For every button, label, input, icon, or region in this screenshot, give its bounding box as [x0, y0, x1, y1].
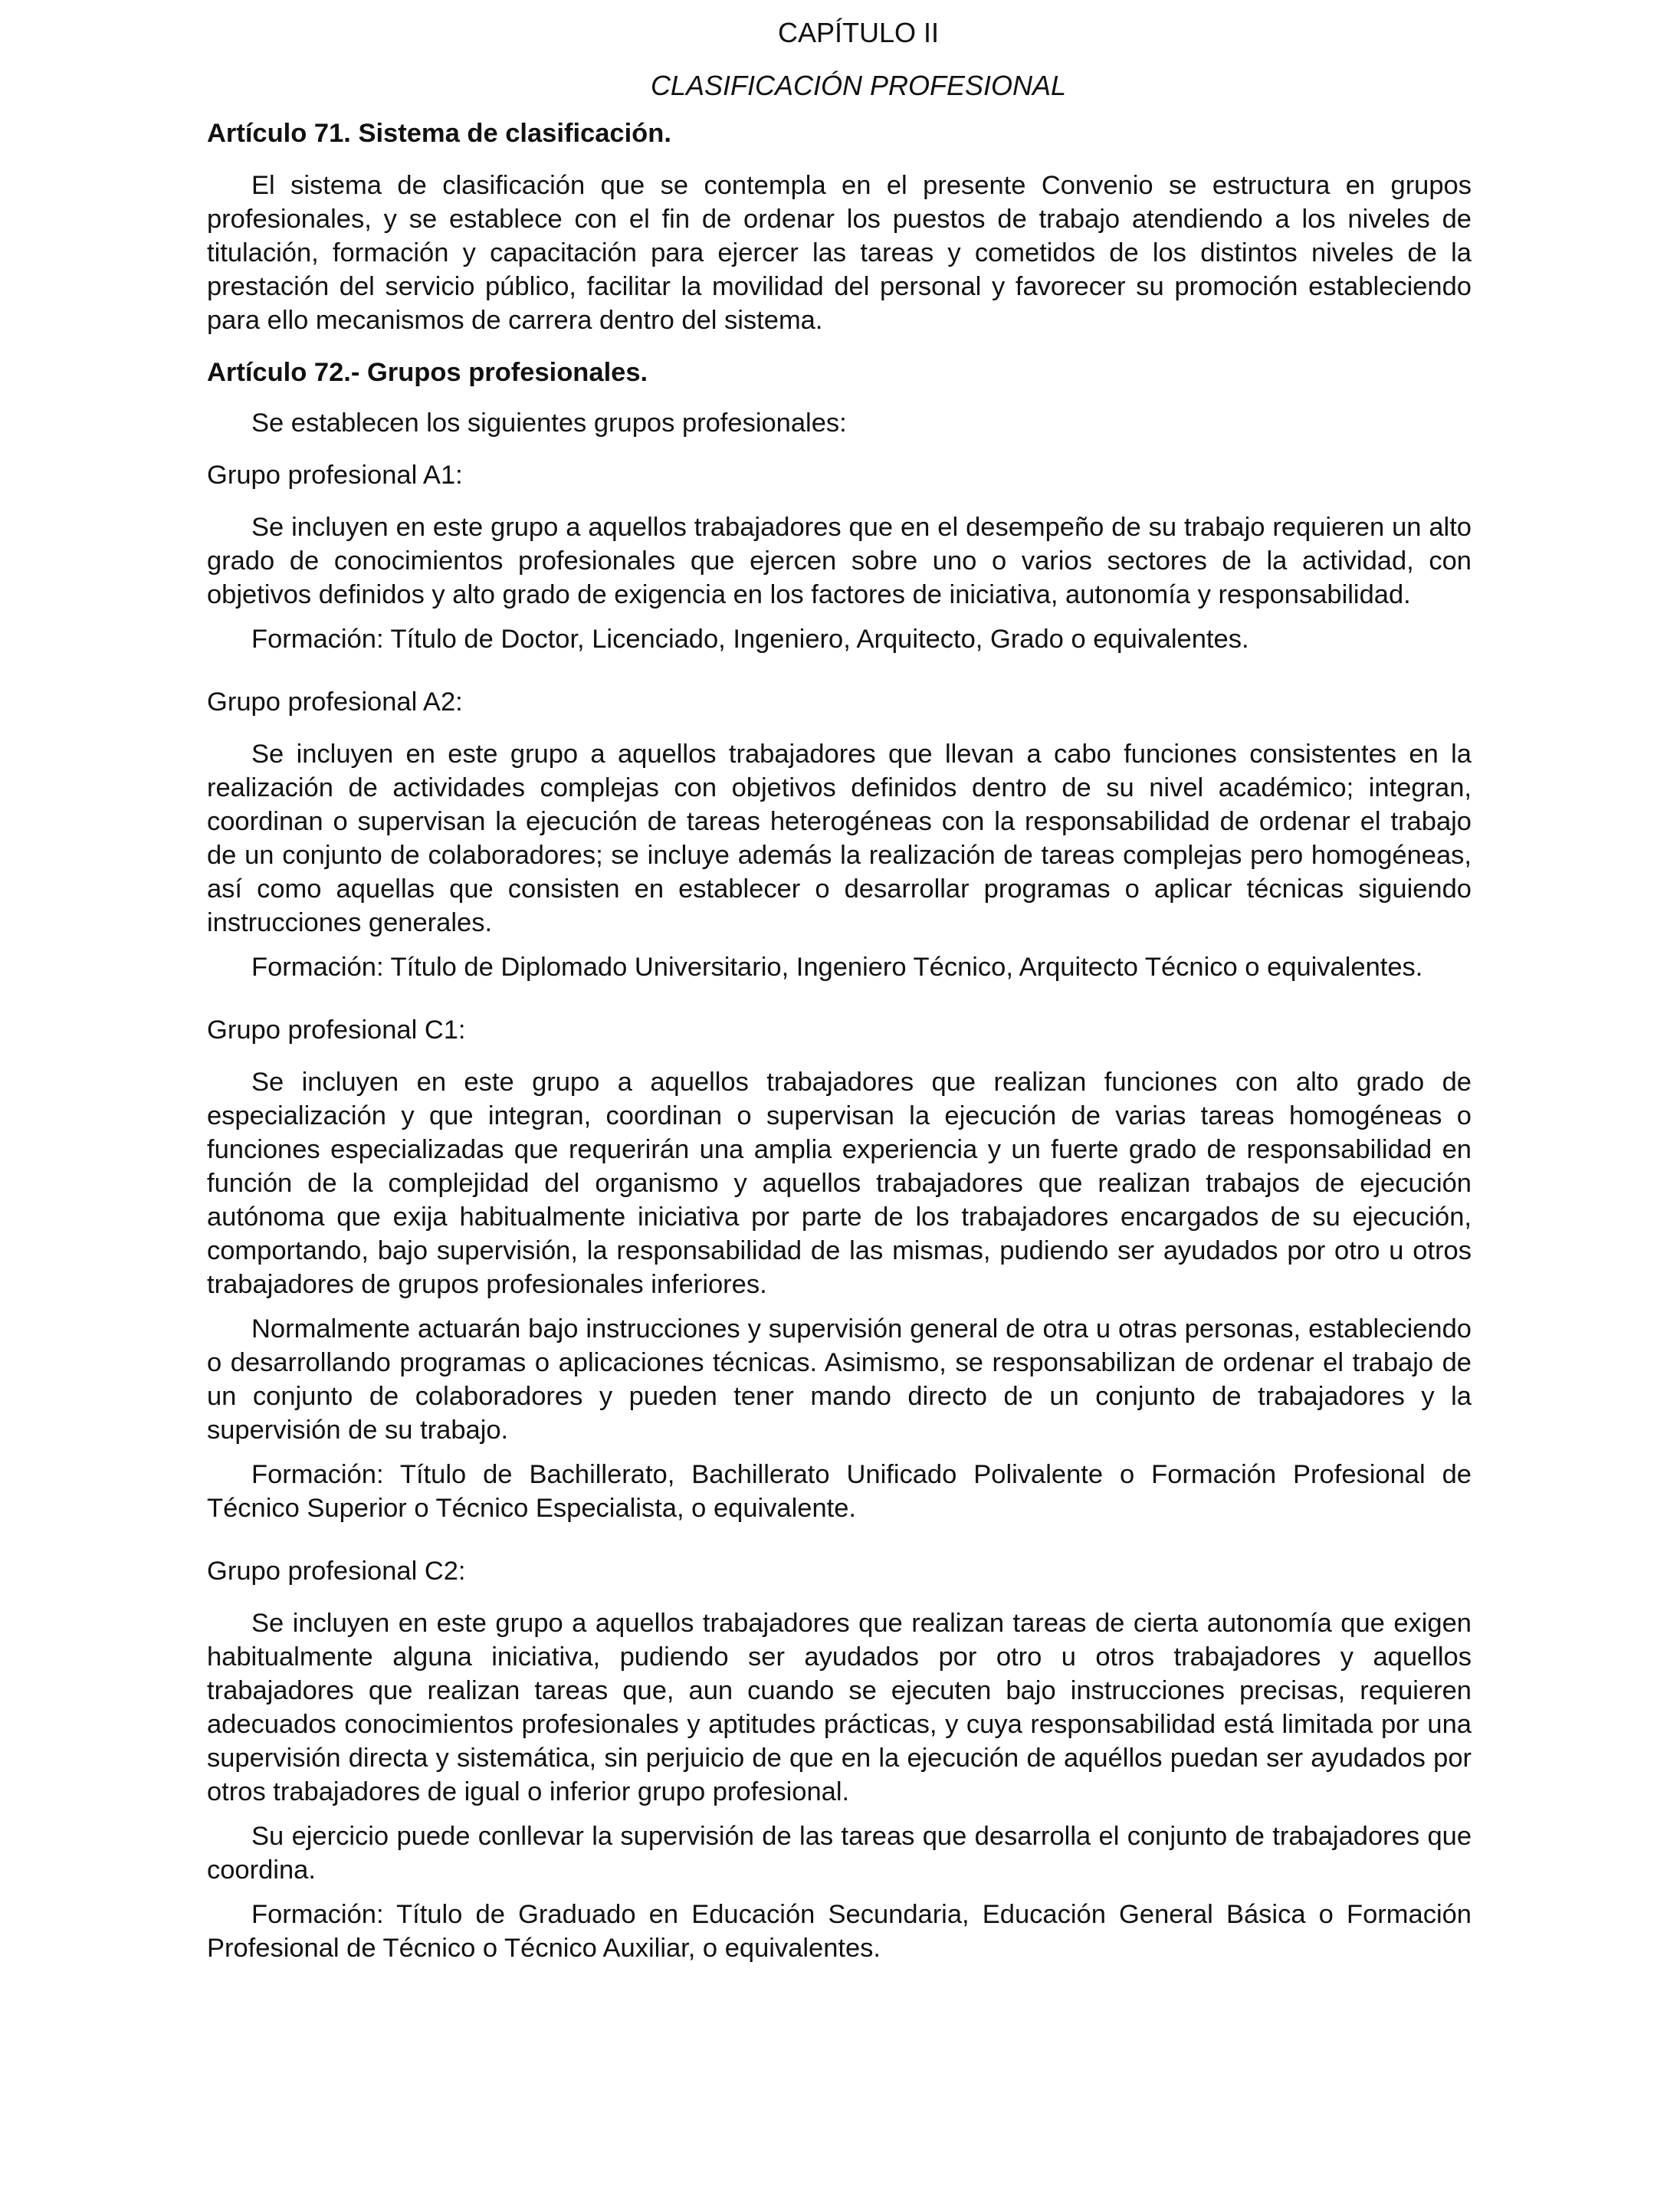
- group-c2-heading: Grupo profesional C2:: [207, 1557, 466, 1586]
- article-71-title: Artículo 71. Sistema de clasificación.: [207, 119, 671, 148]
- group-c1-paragraph-2: Normalmente actuarán bajo instrucciones y supervisión general de otra u otras personas, estableciendo o desarrollando programas o aplicaciones técnicas. Asimismo, se responsabilizan de ordenar el trabajo de un conjunto de colaboradores y pueden tener mando directo de un conjunto de trabajadores y la supervisión de su trabajo.: [207, 1314, 1472, 1445]
- group-c2-paragraph-2: Su ejercicio puede conllevar la supervisión de las tareas que desarrolla el conjunto de trabajadores que coordina.: [207, 1822, 1472, 1885]
- article-72-intro: Se establecen los siguientes grupos profesionales:: [251, 408, 847, 438]
- document-page: [207, 11, 1472, 1965]
- group-a1-heading: Grupo profesional A1:: [207, 461, 463, 490]
- group-c1-formacion: Formación: Título de Bachillerato, Bachillerato Unificado Polivalente o Formación Profesional de Técnico Superior o Técnico Especialista, o equivalente.: [207, 1460, 1472, 1523]
- article-72-title: Artículo 72.- Grupos profesionales.: [207, 358, 648, 387]
- chapter-title: CLASIFICACIÓN PROFESIONAL: [650, 70, 1067, 101]
- chapter-number: CAPÍTULO II: [777, 17, 940, 48]
- group-c1-paragraph: Se incluyen en este grupo a aquellos trabajadores que realizan funciones con alto grado de especialización y que integran, coordinan o supervisan la ejecución de varias tareas homogéneas o funciones especializadas que requerirán una amplia experiencia y un fuerte grado de responsabilidad en función de la complejidad del organismo y aquellos trabajadores que realizan trabajos de ejecución autónoma que exija habitualmente iniciativa por parte de los trabajadores encargados de su ejecución, comportando, bajo supervisión, la responsabilidad de las mismas, pudiendo ser ayudados por otro u otros trabajadores de grupos profesionales inferiores.: [207, 1068, 1472, 1299]
- group-a2-paragraph: Se incluyen en este grupo a aquellos trabajadores que llevan a cabo funciones consistentes en la realización de actividades complejas con objetivos definidos dentro de su nivel académico; integran, coordinan o supervisan la ejecución de tareas heterogéneas con la responsabilidad de ordenar el trabajo de un conjunto de colaboradores; se incluye además la realización de tareas complejas pero homogéneas, así como aquellas que consisten en establecer o desarrollar programas o aplicar técnicas siguiendo instrucciones generales.: [207, 740, 1472, 937]
- group-c2-paragraph: Se incluyen en este grupo a aquellos trabajadores que realizan tareas de cierta autonomía que exigen habitualmente alguna iniciativa, pudiendo ser ayudados por otro u otros trabajadores y aquellos trabajadores que realizan tareas que, aun cuando se ejecuten bajo instrucciones precisas, requieren adecuados conocimientos profesionales y aptitudes prácticas, y cuya responsabilidad está limitada por una supervisión directa y sistemática, sin perjuicio de que en la ejecución de aquéllos puedan ser ayudados por otros trabajadores de igual o inferior grupo profesional.: [207, 1609, 1472, 1806]
- group-a2-heading: Grupo profesional A2:: [207, 687, 463, 717]
- group-c2-formacion: Formación: Título de Graduado en Educación Secundaria, Educación General Básica o Formación Profesional de Técnico o Técnico Auxiliar, o equivalentes.: [207, 1900, 1472, 1963]
- group-a2-formacion: Formación: Título de Diplomado Universitario, Ingeniero Técnico, Arquitecto Técnico o equivalentes.: [251, 953, 1423, 982]
- group-a1-paragraph: Se incluyen en este grupo a aquellos trabajadores que en el desempeño de su trabajo requieren un alto grado de conocimientos profesionales que ejercen sobre uno o varios sectores de la actividad, con objetivos definidos y alto grado de exigencia en los factores de iniciativa, autonomía y responsabilidad.: [207, 513, 1472, 609]
- group-a1-formacion: Formación: Título de Doctor, Licenciado, Ingeniero, Arquitecto, Grado o equivalentes.: [251, 625, 1249, 654]
- article-71-paragraph: El sistema de clasificación que se contempla en el presente Convenio se estructura en grupos profesionales, y se establece con el fin de ordenar los puestos de trabajo atendiendo a los niveles de titulación, formación y capacitación para ejercer las tareas y cometidos de los distintos niveles de la prestación del servicio público, facilitar la movilidad del personal y favorecer su promoción estableciendo para ello mecanismos de carrera dentro del sistema.: [207, 171, 1472, 335]
- group-c1-heading: Grupo profesional C1:: [207, 1015, 466, 1045]
